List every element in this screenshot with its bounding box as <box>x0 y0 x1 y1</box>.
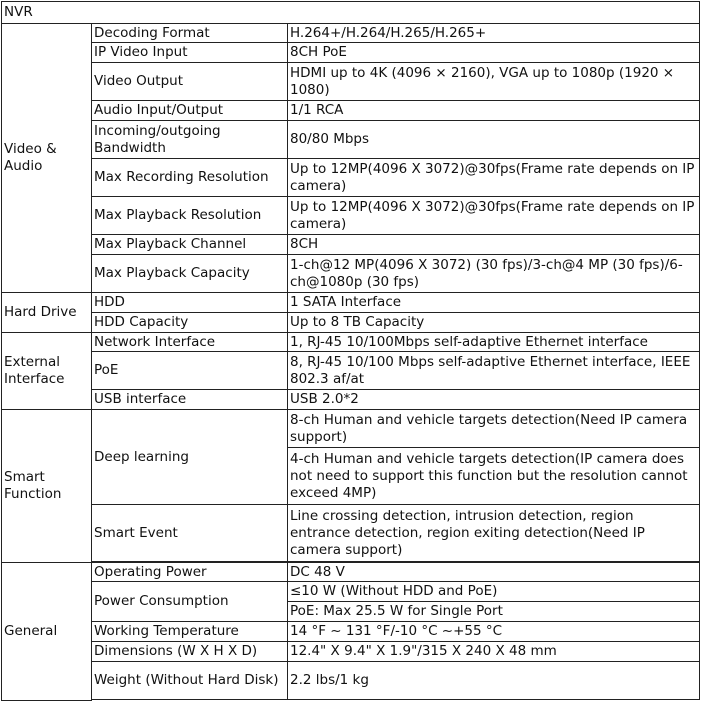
spec-label: Weight (Without Hard Disk) <box>92 662 288 700</box>
section-video-audio: Video & Audio <box>2 24 92 293</box>
spec-value: 4-ch Human and vehicle targets detection(IP camera does not need to support this function but the resolution cannot exceed 4MP) <box>288 448 700 505</box>
table-row <box>2 352 700 390</box>
table-row <box>2 63 700 101</box>
spec-label: Network Interface <box>92 333 288 352</box>
spec-label: Audio Input/Output <box>92 101 288 121</box>
table-row <box>2 255 700 293</box>
spec-label: Working Temperature <box>92 622 288 642</box>
spec-value: 14 °F ~ 131 °F/-10 °C ~+55 °C <box>288 622 700 642</box>
spec-value: 1 SATA Interface <box>288 293 700 313</box>
spec-value: HDMI up to 4K (4096 × 2160), VGA up to 1080p (1920 × 1080) <box>288 63 700 101</box>
table-row <box>2 43 700 63</box>
spec-label: USB interface <box>92 390 288 410</box>
table-row <box>2 642 700 662</box>
table-row <box>2 622 700 642</box>
spec-value: 8, RJ-45 10/100 Mbps self-adaptive Ethernet interface, IEEE 802.3 af/at <box>288 352 700 390</box>
table-row <box>2 159 700 197</box>
table-row <box>2 101 700 121</box>
spec-label: Power Consumption <box>92 582 288 622</box>
table-row <box>2 333 700 352</box>
spec-value: USB 2.0*2 <box>288 390 700 410</box>
spec-label: Max Recording Resolution <box>92 159 288 197</box>
spec-value: 80/80 Mbps <box>288 121 700 159</box>
title-row <box>2 2 700 24</box>
table-row <box>2 235 700 255</box>
spec-value: PoE: Max 25.5 W for Single Port <box>288 602 700 622</box>
table-title: NVR <box>2 2 700 24</box>
table-row <box>2 410 700 448</box>
spec-label: IP Video Input <box>92 43 288 63</box>
table-row <box>2 563 700 582</box>
spec-label: Max Playback Capacity <box>92 255 288 293</box>
spec-value: 8CH <box>288 235 700 255</box>
spec-value: Up to 12MP(4096 X 3072)@30fps(Frame rate depends on IP camera) <box>288 197 700 235</box>
table-row <box>2 505 700 562</box>
spec-value: H.264+/H.264/H.265/H.265+ <box>288 24 700 43</box>
spec-label: HDD Capacity <box>92 313 288 333</box>
table-row <box>2 390 700 410</box>
spec-value: 8-ch Human and vehicle targets detection(Need IP camera support) <box>288 410 700 448</box>
section-external-interface: External Interface <box>2 333 92 410</box>
spec-value: 8CH PoE <box>288 43 700 63</box>
section-smart-function: Smart Function <box>2 410 92 563</box>
spec-label: HDD <box>92 293 288 313</box>
section-general: General <box>2 563 92 701</box>
spec-table <box>1 1 700 701</box>
spec-label: PoE <box>92 352 288 390</box>
table-row <box>2 197 700 235</box>
table-row <box>2 313 700 333</box>
spec-label: Smart Event <box>92 505 288 562</box>
spec-label: Max Playback Channel <box>92 235 288 255</box>
spec-value: Line crossing detection, intrusion detection, region entrance detection, region exiting detection(Need IP camera support) <box>288 505 700 562</box>
spec-label: Video Output <box>92 63 288 101</box>
table-row <box>2 293 700 313</box>
spec-value: Up to 12MP(4096 X 3072)@30fps(Frame rate depends on IP camera) <box>288 159 700 197</box>
spec-value: DC 48 V <box>288 563 700 582</box>
table-row <box>2 662 700 700</box>
spec-label: Operating Power <box>92 563 288 582</box>
spec-value: 12.4" X 9.4" X 1.9"/315 X 240 X 48 mm <box>288 642 700 662</box>
table-row <box>2 121 700 159</box>
table-row <box>2 24 700 43</box>
spec-value: Up to 8 TB Capacity <box>288 313 700 333</box>
spec-label: Max Playback Resolution <box>92 197 288 235</box>
table-row <box>2 582 700 602</box>
spec-label: Dimensions (W X H X D) <box>92 642 288 662</box>
spec-label: Incoming/outgoing Bandwidth <box>92 121 288 159</box>
spec-value: 2.2 lbs/1 kg <box>288 662 700 700</box>
spec-value: 1/1 RCA <box>288 101 700 121</box>
spec-value: ≤10 W (Without HDD and PoE) <box>288 582 700 602</box>
spec-value: 1, RJ-45 10/100Mbps self-adaptive Ethernet interface <box>288 333 700 352</box>
spec-label: Decoding Format <box>92 24 288 43</box>
spec-value: 1-ch@12 MP(4096 X 3072) (30 fps)/3-ch@4 MP (30 fps)/6-ch@1080p (30 fps) <box>288 255 700 293</box>
spec-label: Deep learning <box>92 410 288 505</box>
section-hard-drive: Hard Drive <box>2 293 92 333</box>
